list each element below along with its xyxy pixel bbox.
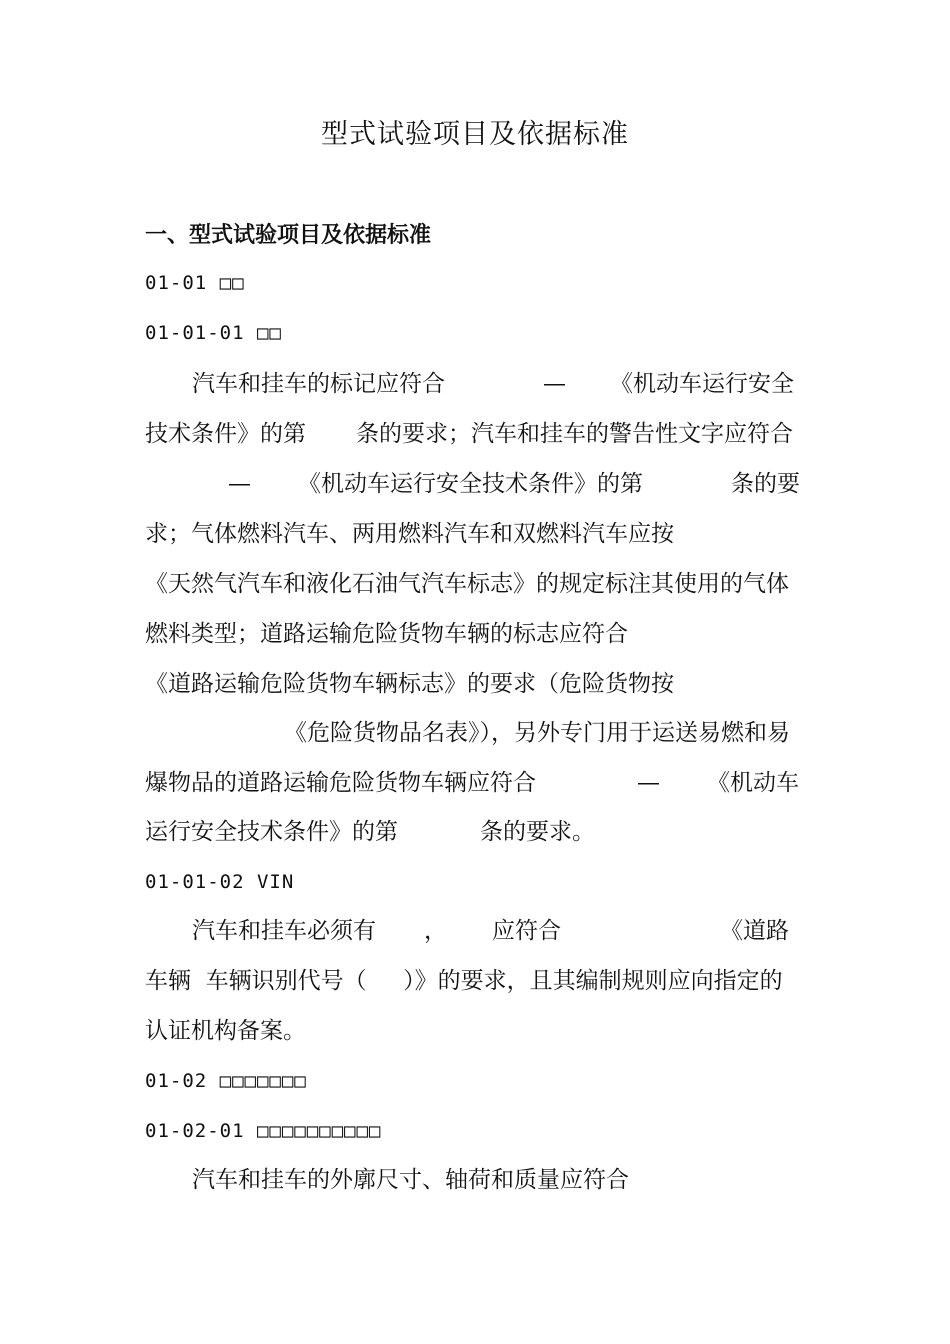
para2-line1-std: 《道路 — [720, 918, 789, 944]
para1-line1-dash: — — [543, 371, 566, 397]
item-code-01-01: 01-01 □□ — [145, 272, 245, 294]
para1-line7: 《道路运输危险货物车辆标志》的要求（危险货物按 — [145, 671, 674, 697]
para2-line2: 车辆 车辆识别代号（ ）》的要求，且其编制规则应向指定的 — [145, 968, 783, 994]
para2-line1-conform: 应符合 — [492, 918, 561, 944]
para2-line3: 认证机构备案。 — [145, 1018, 306, 1044]
item-code-01-02: 01-02 □□□□□□□ — [145, 1070, 307, 1092]
para1-line9-text: 爆物品的道路运输危险货物车辆应符合 — [145, 770, 536, 796]
item-code-01-01-02: 01-01-02 VIN — [145, 871, 295, 893]
para1-line3-std: 《机动车运行安全技术条件》的第 — [298, 471, 643, 497]
para1-line10-end: 条的要求。 — [480, 819, 595, 845]
item-code-01-01-01: 01-01-01 □□ — [145, 322, 282, 344]
para1-line2-text: 技术条件》的第 — [145, 421, 306, 447]
page-title: 型式试验项目及依据标准 — [321, 119, 629, 150]
para1-line8: 《危险货物品名表》），另外专门用于运送易燃和易 — [284, 720, 790, 746]
item-code-01-02-01: 01-02-01 □□□□□□□□□□ — [145, 1120, 382, 1142]
para1-line4: 求；气体燃料汽车、两用燃料汽车和双燃料汽车应按 — [145, 521, 674, 547]
para1-line3-end: 条的要 — [731, 471, 800, 497]
section-heading: 一、型式试验项目及依据标准 — [145, 223, 432, 248]
para2-line1-comma: ， — [424, 918, 447, 944]
para1-line5: 《天然气汽车和液化石油气汽车标志》的规定标注其使用的气体 — [145, 571, 789, 597]
para1-line9-std: 《机动车 — [707, 770, 799, 796]
para1-line10-text: 运行安全技术条件》的第 — [145, 819, 398, 845]
para1-line1-text: 汽车和挂车的标记应符合 — [192, 371, 445, 397]
para1-line9-dash: — — [637, 770, 660, 796]
para1-line2-rest: 条的要求；汽车和挂车的警告性文字应符合 — [356, 421, 793, 447]
para3-line1: 汽车和挂车的外廓尺寸、轴荷和质量应符合 — [192, 1167, 629, 1193]
para2-line1-text: 汽车和挂车必须有 — [192, 918, 376, 944]
para1-line3-dash: — — [228, 471, 251, 497]
para1-line6: 燃料类型；道路运输危险货物车辆的标志应符合 — [145, 621, 628, 647]
para1-line1-std: 《机动车运行安全 — [610, 371, 794, 397]
